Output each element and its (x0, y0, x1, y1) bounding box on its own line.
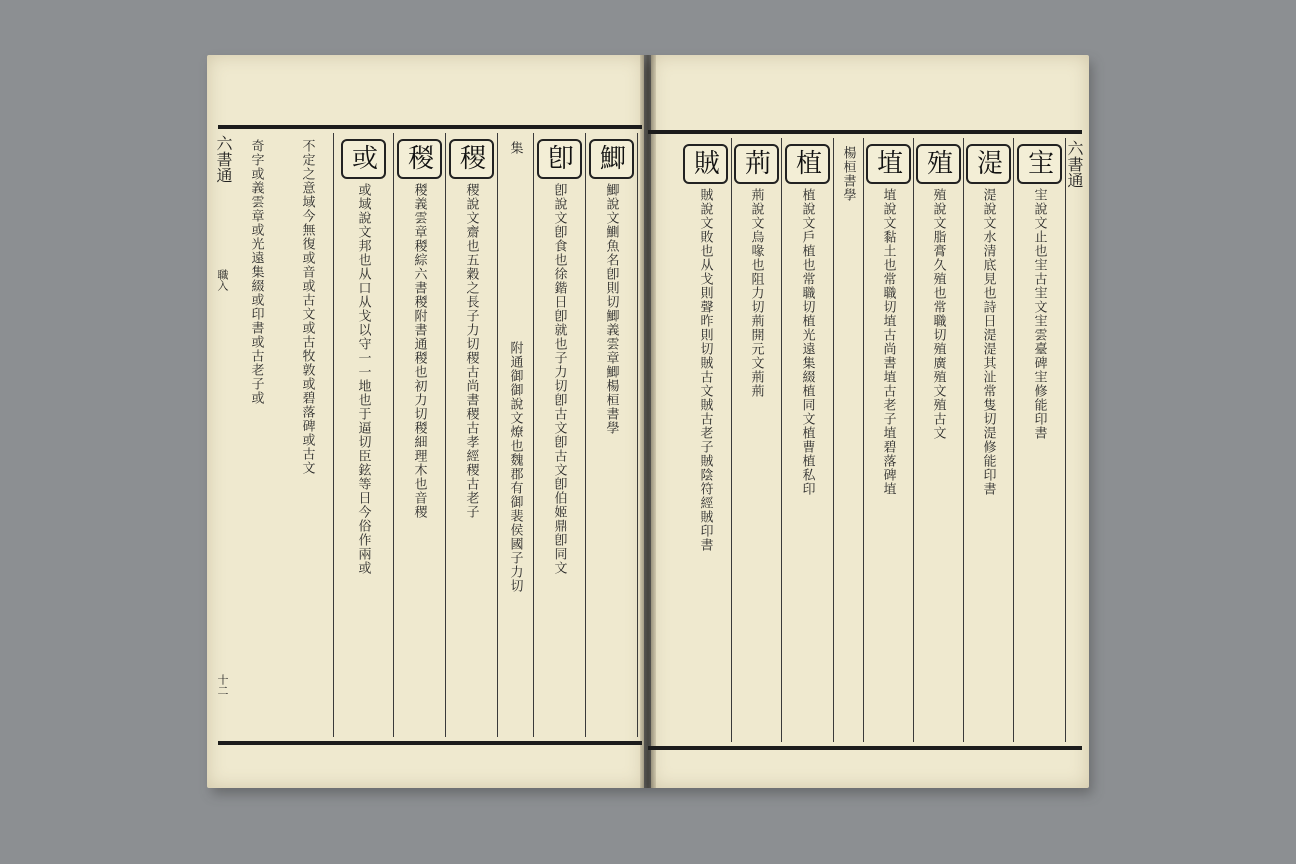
left-column-3 (497, 133, 534, 737)
column-text: 荊說文烏喙也阻力切荊開元文荊荊 (748, 188, 764, 398)
headword: 植 (785, 144, 830, 184)
headword: 殖 (916, 144, 961, 184)
headword: 稷 (449, 139, 494, 179)
headword: 鯽 (589, 139, 634, 179)
left-page-frame (214, 125, 642, 745)
headword: 宔 (1017, 144, 1062, 184)
column-text: 宔說文止也宔古宔文宔雲臺碑宔修能印書 (1031, 188, 1047, 440)
right-column-2 (963, 138, 1014, 742)
section-label: 職入 (216, 269, 229, 291)
left-column-2 (533, 133, 586, 737)
right-column-1 (1013, 138, 1066, 742)
column-text: 附通御御說文燎也魏郡有御裴侯國子力切 (507, 341, 523, 593)
headword: 湜 (966, 144, 1011, 184)
column-text: 植說文戶植也常職切植光遠集綴植同文植曹植私印 (799, 188, 815, 496)
headword: 荊 (734, 144, 779, 184)
column-text: 埴說文黏土也常職切埴古尚書埴古老子埴碧落碑埴 (880, 188, 896, 496)
column-text: 鯽說文鰂魚名卽則切鯽義雲章鯽楊桓書學 (603, 183, 619, 435)
column-text: 湜說文水清底見也詩日湜湜其沚常隻切湜修能印書 (980, 188, 996, 496)
right-column-7 (731, 138, 782, 742)
left-column-4 (445, 133, 498, 737)
left-column-8 (230, 133, 282, 737)
left-column-1 (585, 133, 638, 737)
left-column-6 (333, 133, 394, 737)
right-column-6 (781, 138, 834, 742)
headword: 賊 (683, 144, 728, 184)
right-page-frame (648, 130, 1082, 750)
right-column-4 (863, 138, 914, 742)
column-text: 稯義雲章稯綜六書稯附書通稯也初力切稯細理木也音稷 (411, 183, 427, 519)
left-column-5 (393, 133, 446, 737)
column-text: 卽說文卽食也徐鍇日卽就也子力切卽古文卽古文卽伯姬鼎卽同文 (551, 183, 567, 575)
column-text: 稷說文齋也五穀之長子力切稷古尚書稷古孝經稷古老子 (463, 183, 479, 519)
headword: 集 (507, 141, 523, 155)
right-column-8 (679, 138, 732, 742)
headword: 卽 (537, 139, 582, 179)
column-text: 賊說文敗也从戈則聲昨則切賊古文賊古老子賊陰符經賊印書 (697, 188, 713, 552)
left-running-title: 六書通 (214, 135, 233, 183)
headword: 稯 (397, 139, 442, 179)
page-number: 十二 (216, 674, 229, 696)
column-text: 楊桓書學 (840, 146, 856, 202)
column-text: 不定之意域今無復或音或古文或古牧敦或碧落碑或古文 (299, 139, 315, 475)
headword: 埴 (866, 144, 911, 184)
column-text: 奇字或義雲章或光遠集綴或印書或古老子或 (248, 139, 264, 405)
column-text: 殖說文脂膏久殖也常職切殖廣殖文殖古文 (930, 188, 946, 440)
left-column-7 (281, 133, 334, 737)
headword: 或 (341, 139, 386, 179)
right-running-title: 六書通 (1065, 140, 1084, 188)
column-text: 或域說文邦也从口从戈以守一一地也于逼切臣鉉等日今俗作兩或 (355, 183, 371, 575)
right-column-3 (913, 138, 964, 742)
right-column-5 (833, 138, 864, 742)
